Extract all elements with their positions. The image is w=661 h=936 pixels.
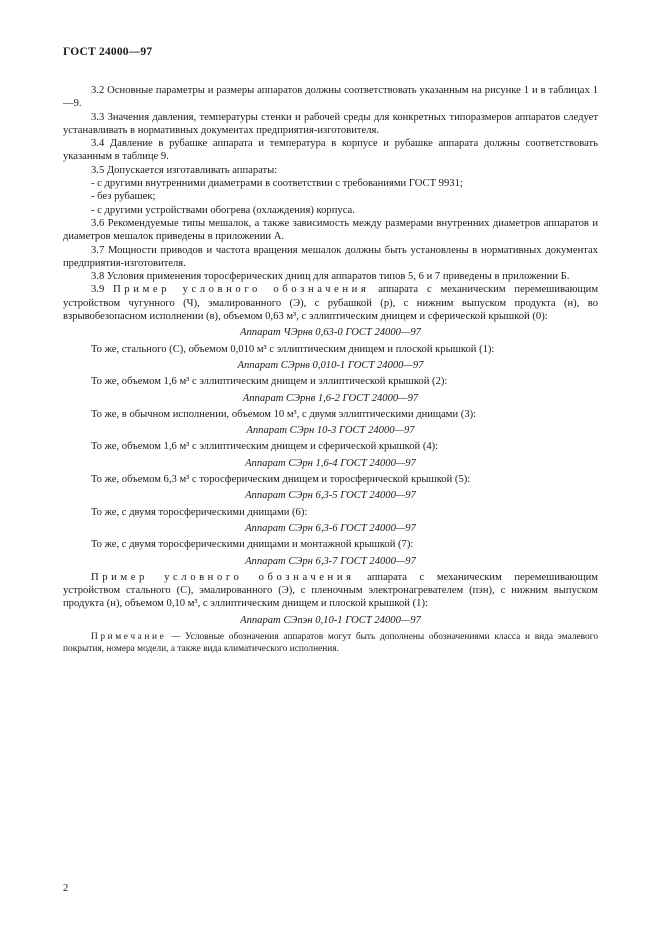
paragraph-3-3: 3.3 Значения давления, температуры стенки и рабочей среды для конкретных типоразмеров аппаратов следует устанавливать в нормативных документах предприятия-изготовителя. xyxy=(63,111,598,136)
example-text: То же, объемом 1,6 м³ с эллиптическим днищем и эллиптической крышкой (2): xyxy=(91,376,448,388)
note-label: Примечание xyxy=(91,631,167,642)
example-text: То же, с двумя торосферическими днищами (6): xyxy=(91,506,308,518)
designation-example: Аппарат СЭрнв 0,010-1 ГОСТ 24000—97 xyxy=(237,359,424,371)
paragraph-text: аппарата с механическим перемешивающим устройством стального (С), эмалированного (Э), с пленочным электронагревателем (пэн), с нижним выпуском продукта (н), объемом 0,10 м³, с эллиптическим днищем и плоской крышкой (1): xyxy=(63,571,599,610)
list-item: - с другими внутренними диаметрами в соответствии с требованиями ГОСТ 9931; xyxy=(91,178,463,190)
paragraph-3-6: 3.6 Рекомендуемые типы мешалок, а также зависимость между размерами внутренних диаметров аппаратов и диаметров мешалок приведены в приложении А. xyxy=(63,217,598,243)
example-text: То же, объемом 6,3 м³ с торосферическим днищем и торосферической крышкой (5): xyxy=(91,474,471,486)
list-item: - с другими устройствами обогрева (охлаждения) корпуса. xyxy=(91,204,355,216)
example-text: То же, с двумя торосферическими днищами и монтажной крышкой (7): xyxy=(91,539,414,551)
designation-example: Аппарат СЭрнв 1,6-2 ГОСТ 24000—97 xyxy=(242,392,419,404)
example-text: То же, стального (С), объемом 0,010 м³ с эллиптическим днищем и плоской крышкой (1): xyxy=(91,343,495,355)
second-example-paragraph xyxy=(63,571,598,611)
paragraph-text: аппарата с механическим перемешивающим устройством чугунного (Ч), эмалированного (Э), с рубашкой (р), с нижним выпуском продукта (н), во взрывобезопасном исполнении (в), объемом 0,63 м³, с эллиптическим днищем и сферической крышкой (0): xyxy=(63,284,599,323)
paragraph-3-5: 3.5 Допускается изготавливать аппараты: xyxy=(91,164,278,176)
page-number: 2 xyxy=(63,883,69,894)
note xyxy=(63,631,598,656)
spaced-heading: Пример условного обозначения xyxy=(91,571,355,583)
paragraph-3-7: 3.7 Мощности приводов и частота вращения мешалок должны быть установлены в нормативных документах предприятия-изготовителя. xyxy=(63,244,598,269)
example-text: То же, объемом 1,6 м³ с эллиптическим днищем и сферической крышкой (4): xyxy=(91,441,439,453)
paragraph-3-2: 3.2 Основные параметры и размеры аппаратов должны соответствовать указанным на рисунке 1 и в таблицах 1—9. xyxy=(63,85,598,110)
document-header: ГОСТ 24000—97 xyxy=(63,46,153,58)
paragraph-3-8: 3.8 Условия применения торосферических днищ для аппаратов типов 5, 6 и 7 приведены в приложении Б. xyxy=(91,271,570,283)
example-text: То же, в обычном исполнении, объемом 10 м³, с двумя эллиптическими днищами (3): xyxy=(91,408,477,420)
paragraph-3-9 xyxy=(63,283,598,323)
paragraph-number: 3.9 xyxy=(91,284,105,296)
paragraph-3-4: 3.4 Давление в рубашке аппарата и температура в корпусе и рубашке аппарата должны соответствовать указанным в таблице 9. xyxy=(63,138,598,163)
designation-example: Аппарат СЭрн 6,3-7 ГОСТ 24000—97 xyxy=(245,555,416,567)
designation-example: Аппарат СЭпэн 0,10-1 ГОСТ 24000—97 xyxy=(240,614,421,626)
designation-example: Аппарат СЭрн 6,3-6 ГОСТ 24000—97 xyxy=(245,522,416,534)
note-text: — Условные обозначения аппаратов могут быть дополнены обозначениями класса и вида эмалевого покрытия, номера модели, а также вида климатического исполнения. xyxy=(63,631,599,655)
designation-example: Аппарат СЭрн 10-3 ГОСТ 24000—97 xyxy=(246,425,415,437)
designation-example: Аппарат СЭрн 6,3-5 ГОСТ 24000—97 xyxy=(245,490,416,502)
spaced-heading: Пример условного обозначения xyxy=(113,284,370,296)
document-body xyxy=(63,84,598,656)
designation-example: Аппарат ЧЭрнв 0,63-0 ГОСТ 24000—97 xyxy=(240,327,421,339)
designation-example: Аппарат СЭрн 1,6-4 ГОСТ 24000—97 xyxy=(245,457,416,469)
list-item: - без рубашек; xyxy=(91,191,156,203)
